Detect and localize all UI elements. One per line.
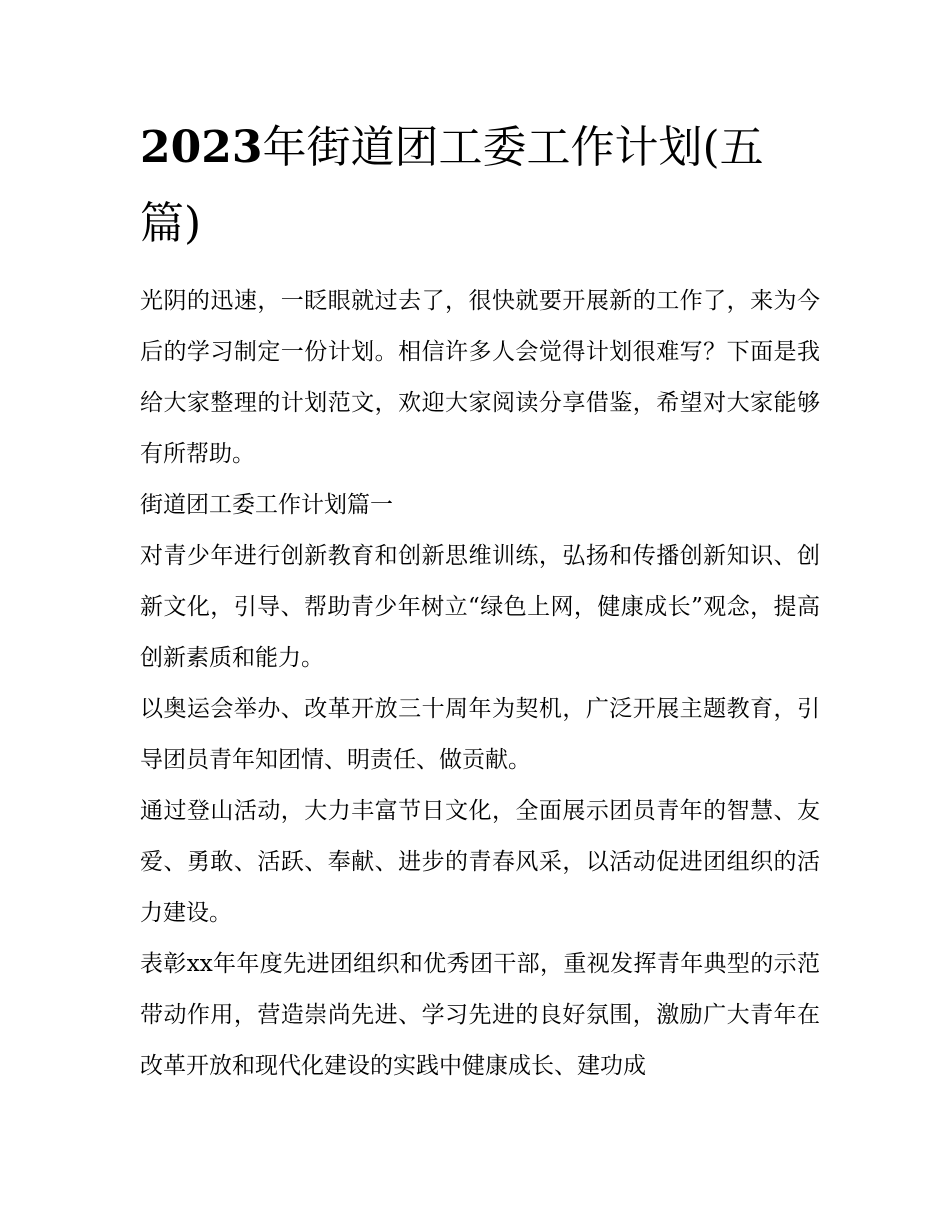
body-paragraph: 以奥运会举办、改革开放三十周年为契机，广泛开展主题教育，引导团员青年知团情、明责任、做贡献。 (140, 696, 820, 773)
intro-paragraph: 光阴的迅速，一眨眼就过去了，很快就要开展新的工作了，来为今后的学习制定一份计划。相信许多人会觉得计划很难写？下面是我给大家整理的计划范文，欢迎大家阅读分享借鉴，希望对大家能够有所帮助。 (140, 288, 820, 467)
body-paragraph: 通过登山活动，大力丰富节日文化，全面展示团员青年的智慧、友爱、勇敢、活跃、奉献、进步的青春风采，以活动促进团组织的活力建设。 (140, 798, 820, 926)
body-paragraph: 对青少年进行创新教育和创新思维训练，弘扬和传播创新知识、创新文化，引导、帮助青少年树立“绿色上网，健康成长”观念，提高创新素质和能力。 (140, 543, 820, 671)
title-year: 2023 (140, 122, 263, 173)
document-content (140, 110, 820, 1092)
document-body (140, 276, 820, 1092)
title-text: 年街道团工委工作计划(五篇) (140, 122, 764, 249)
body-paragraph: 表彰xx年年度先进团组织和优秀团干部，重视发挥青年典型的示范带动作用，营造崇尚先进、学习先进的良好氛围，激励广大青年在改革开放和现代化建设的实践中健康成长、建功成 (140, 951, 820, 1079)
document-title (140, 110, 820, 262)
section-heading: 街道团工委工作计划篇一 (140, 492, 393, 518)
